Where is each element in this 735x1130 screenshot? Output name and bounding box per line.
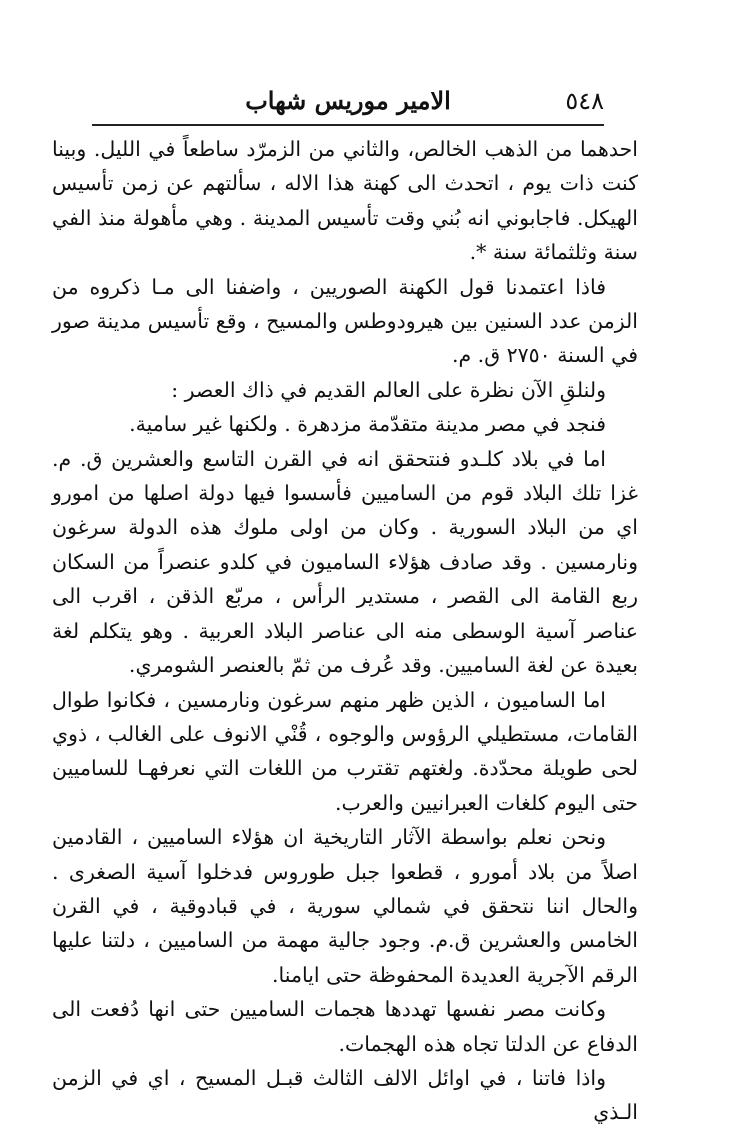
paragraph-8: وكانت مصر نفسها تهددها هجمات الساميين حتى انها دُفعت الى الدفاع عن الدلتا تجاه هذه الهجمات.	[52, 997, 638, 1056]
paragraph-9: واذا فاتنا ، في اوائل الالف الثالث قبـل المسيح ، اي في الزمن الـذي	[52, 1065, 638, 1125]
page-number: ٥٤٨	[565, 87, 604, 115]
paragraph-4: فنجد في مصر مدينة متقدّمة مزدهرة . ولكنها غير سامية.	[129, 412, 606, 437]
paragraph-3: ولنلقِ الآن نظرة على العالم القديم في ذاك العصر :	[171, 377, 606, 402]
paragraph-6: اما الساميون ، الذين ظهر منهم سرغون ونارمسين ، فكانوا طوال القامات، مستطيلي الرؤوس والوجوه ، قُنْي الانوف على الغالب ، ذوي لحى طويلة محدّدة. ولغتهم تقترب من اللغات التي نعرفهـا للساميين حتى اليوم كلغات العبرانيين والعرب.	[52, 687, 638, 815]
header-rule	[92, 124, 604, 126]
paragraph-2: فاذا اعتمدنا قول الكهنة الصوريين ، واضفنا الى مـا ذكروه من الزمن عدد السنين بين هيرودوطس والمسيح ، وقع تأسيس مدينة صور في السنة ٢٧٥٠ ق. م.	[52, 274, 638, 368]
page-header	[92, 86, 604, 122]
body-text	[52, 132, 638, 1130]
paragraph-1: احدهما من الذهب الخالص، والثاني من الزمرّد ساطعاً في الليل. وبينا كنت ذات يوم ، اتحدث الى كهنة هذا الاله ، سألتهم عن زمن تأسيس الهيكل. فاجابوني انه بُني وقت تأسيس المدينة . وهي مأهولة منذ الفي سنة وثلثمائة سنة *.	[52, 137, 638, 265]
running-title: الامير موريس شهاب	[245, 86, 451, 115]
paragraph-7: ونحن نعلم بواسطة الآثار التاريخية ان هؤلاء الساميين ، القادمين اصلاً من بلاد أمورو ، قطعوا جبل طوروس فدخلوا آسية الصغرى . والحال اننا نتحقق في شمالي سورية ، في قبادوقية ، في القرن الخامس والعشرين ق.م. وجود جالية مهمة من الساميين ، دلتنا عليها الرقم الآجرية العديدة المحفوظة حتى ايامنا.	[52, 825, 638, 987]
paragraph-5: اما في بلاد كلـدو فنتحقق انه في القرن التاسع والعشرين ق. م. غزا تلك البلاد قوم من الساميين فأسسوا فيها دولة اصلها من امورو اي من البلاد السورية . وكان من اولى ملوك هذه الدولة سرغون ونارمسين . وقد صادف هؤلاء الساميون في كلدو عنصراً من السكان ربع القامة الى القصر ، مستدير الرأس ، مربّع الذقن ، اقرب الى عناصر آسية الوسطى منه الى عناصر البلاد العربية . وهو يتكلم لغة بعيدة عن لغة الساميين. وقد عُرف من ثمّ بالعنصر الشومري.	[52, 446, 638, 678]
